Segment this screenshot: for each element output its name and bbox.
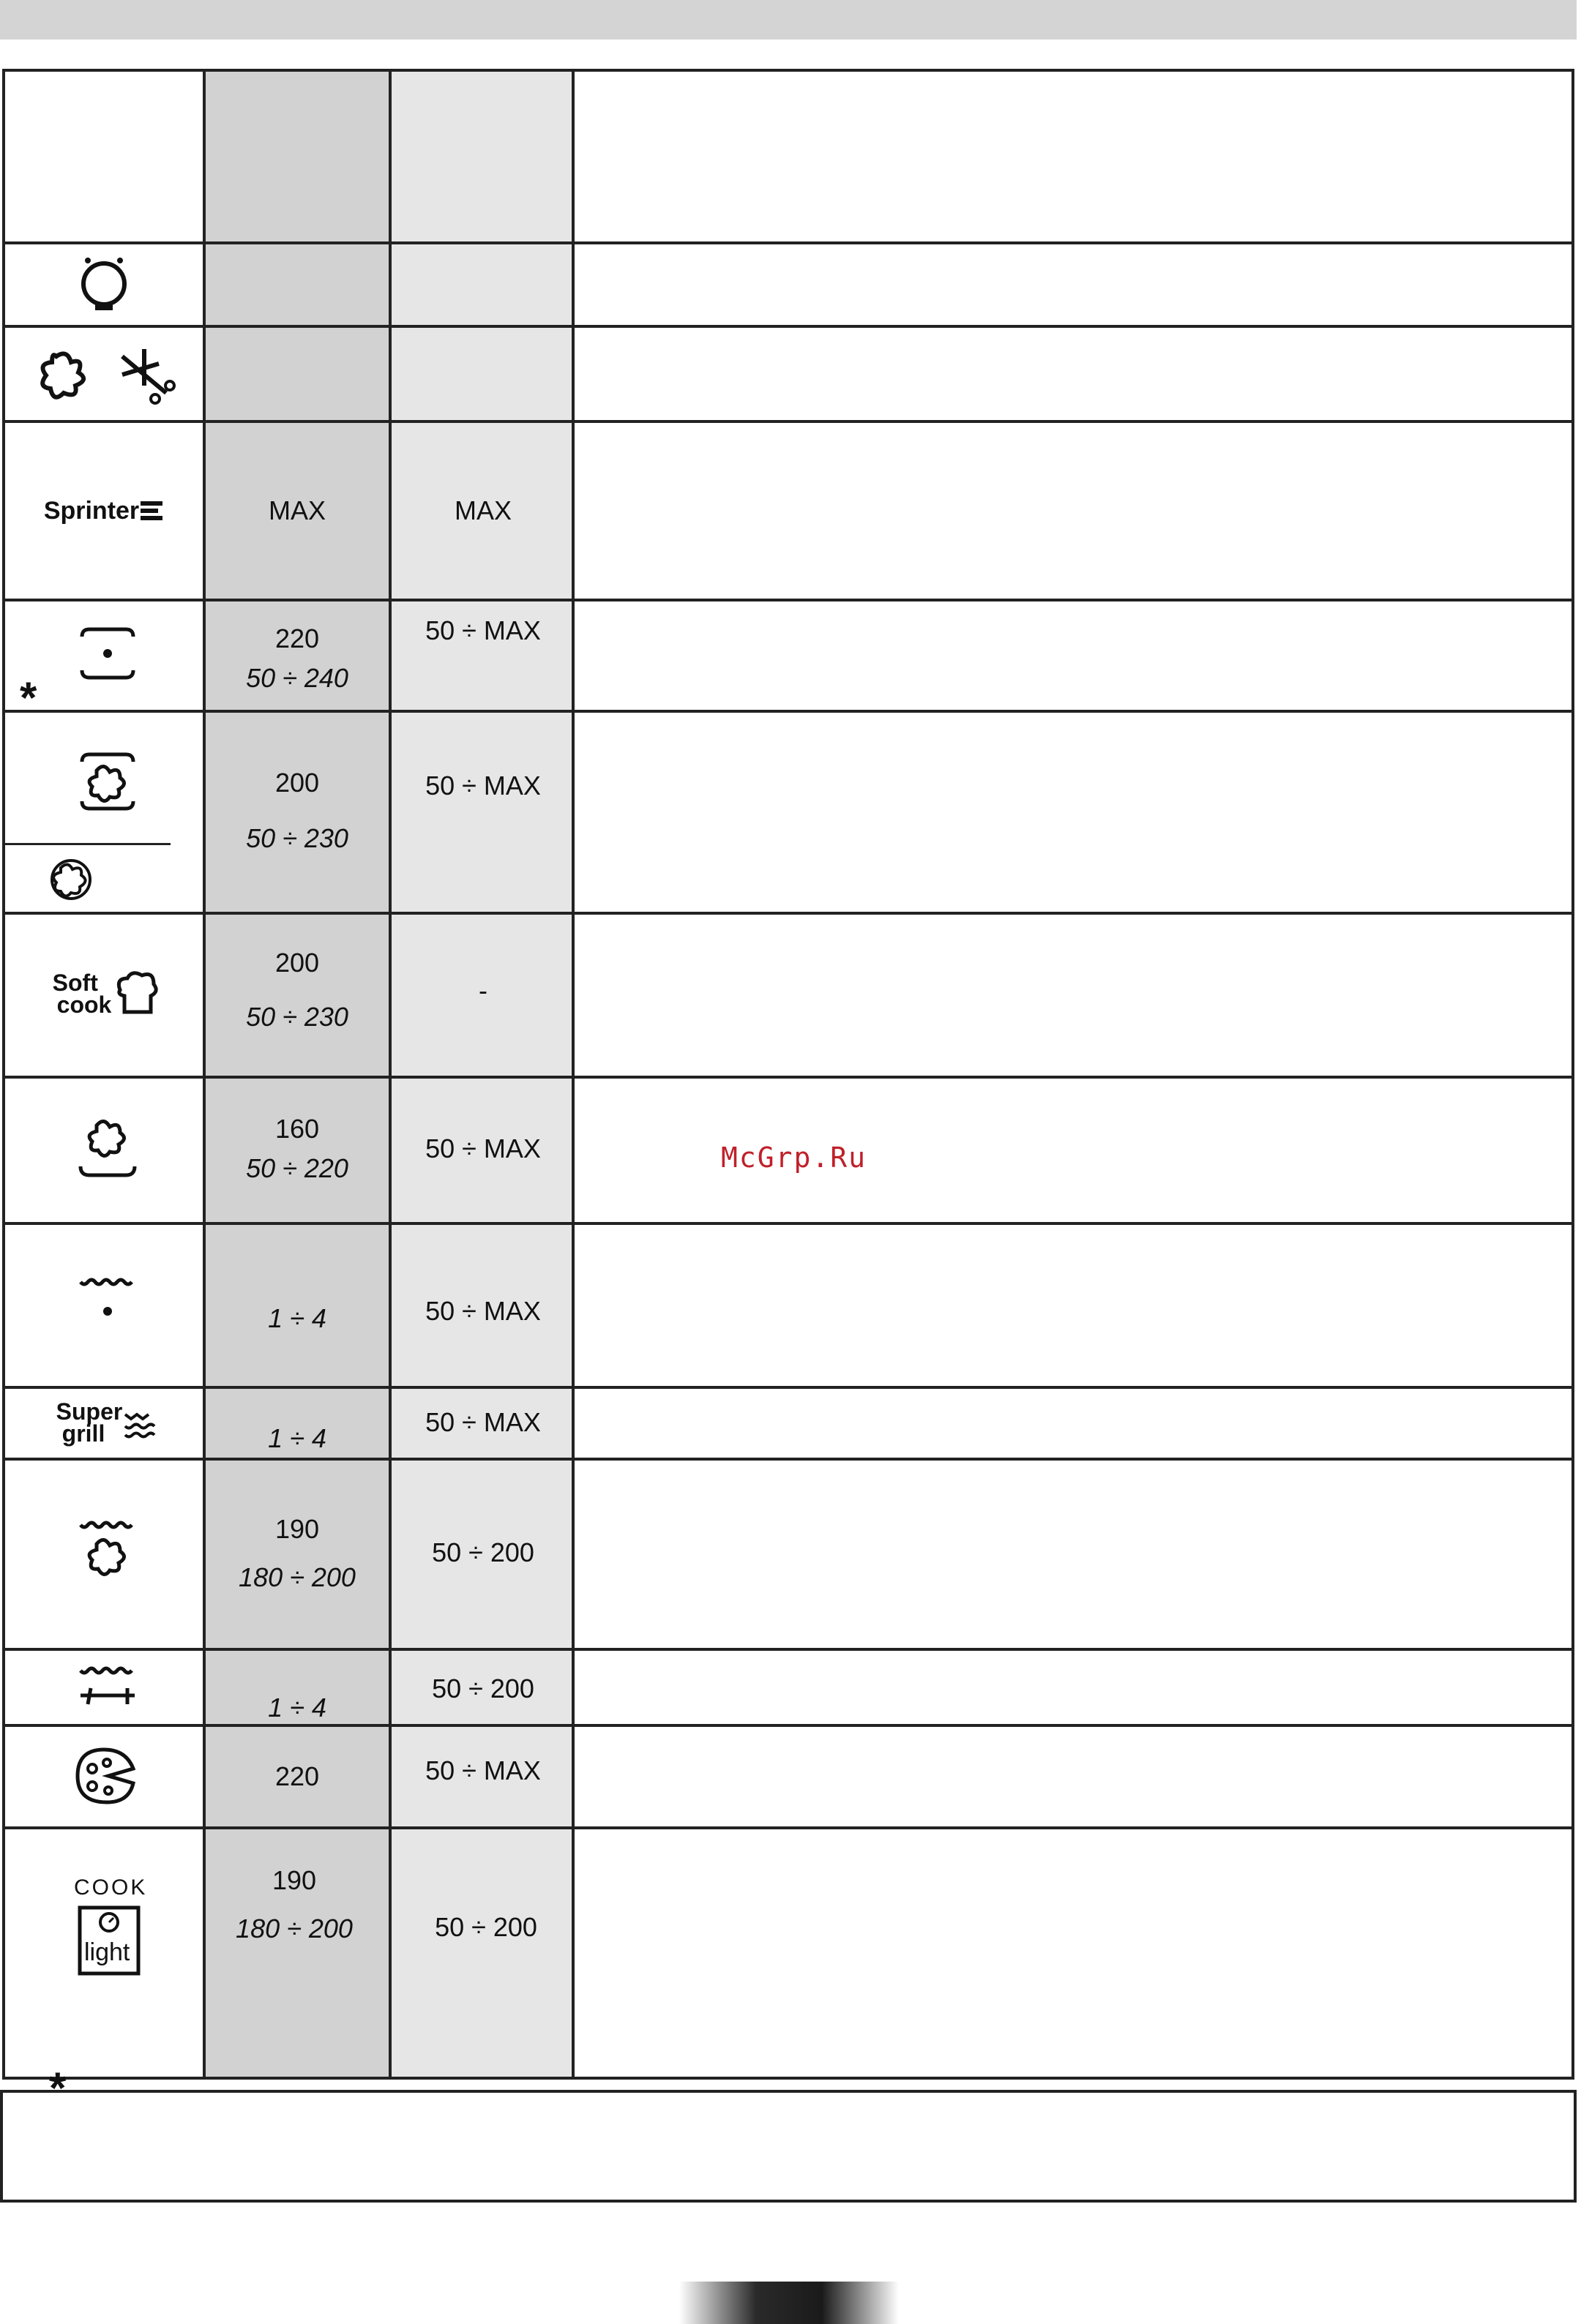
temp-range: 50 ÷ 230 — [246, 1002, 348, 1032]
row-divider — [5, 241, 1571, 244]
power-cell-pizza — [392, 1749, 575, 1793]
power-cell-rotisserie — [392, 1667, 575, 1711]
row-divider — [5, 1076, 1571, 1079]
temp-cell-fan-grill — [206, 1499, 389, 1608]
temp-range: 50 ÷ 240 — [246, 663, 348, 693]
temp-cell-pizza — [206, 1747, 389, 1806]
row-divider — [5, 1222, 1571, 1225]
oven-functions-table — [2, 69, 1574, 2113]
power-value: MAX — [454, 495, 512, 525]
static-oven-icon — [64, 606, 152, 701]
row-divider — [5, 1648, 1571, 1651]
power-value: - — [479, 975, 487, 1005]
temp-value: 220 — [274, 1761, 320, 1791]
row-divider — [5, 325, 1571, 328]
temp-value: 190 — [272, 1865, 317, 1895]
soft-cook-icon — [34, 921, 181, 1067]
watermark-text: McGrp.Ru — [721, 1142, 867, 1174]
row-divider — [5, 912, 1571, 915]
asterisk-mark: * — [49, 2064, 67, 2113]
pizza-icon — [64, 1728, 152, 1823]
temp-range: 50 ÷ 230 — [246, 823, 348, 853]
power-cell-cooklight — [395, 1905, 578, 1949]
temp-range: 180 ÷ 200 — [236, 1913, 353, 1943]
temp-cell-cooklight — [203, 1850, 386, 1960]
temp-cell-fan-bottom — [206, 1105, 389, 1193]
power-value: 50 ÷ 200 — [432, 1673, 534, 1703]
soft-label: Soft — [52, 970, 98, 996]
power-value: 50 ÷ MAX — [425, 615, 541, 645]
fan-grill-icon — [64, 1465, 152, 1641]
row-divider — [5, 599, 1571, 601]
temp-range: 1 ÷ 4 — [268, 1693, 326, 1723]
row-divider — [5, 1386, 1571, 1389]
fan-defrost-icon — [34, 331, 181, 419]
temp-cell-supergrill — [206, 1418, 389, 1459]
grill-icon — [64, 1229, 152, 1376]
super-grill-icon — [34, 1389, 181, 1456]
asterisk-mark: * — [20, 673, 37, 722]
temp-value: 200 — [274, 768, 320, 798]
temp-value: MAX — [268, 495, 326, 525]
temp-cell-static — [206, 615, 389, 702]
grill-label: grill — [61, 1420, 105, 1447]
power-value: 50 ÷ MAX — [425, 1133, 541, 1163]
cook-label: COOK — [74, 1875, 148, 1900]
temp-range: 1 ÷ 4 — [268, 1423, 326, 1453]
power-cell-softcook — [392, 969, 575, 1013]
header-bar — [0, 0, 1577, 40]
power-cell-fan-grill — [392, 1531, 575, 1575]
row-divider — [5, 710, 1571, 713]
sprinter-icon — [27, 423, 181, 599]
temp-range: 180 ÷ 200 — [239, 1562, 356, 1592]
footnote-box — [0, 2090, 1577, 2203]
cook-label: cook — [56, 992, 112, 1018]
temp-value: 190 — [274, 1514, 320, 1544]
page-number-tab — [679, 2282, 899, 2324]
power-value: 50 ÷ 200 — [435, 1912, 537, 1942]
row-divider — [5, 1826, 1571, 1829]
temp-cell-fan-forced — [206, 745, 389, 877]
power-value: 50 ÷ MAX — [425, 1296, 541, 1326]
fan-oven-icon — [64, 738, 152, 825]
lamp-icon — [64, 247, 144, 325]
power-cell-static — [392, 609, 575, 653]
temp-cell-rotisserie — [206, 1689, 389, 1727]
super-label: Super — [56, 1398, 123, 1425]
cook-light-icon — [49, 1843, 166, 2018]
power-value: 50 ÷ 200 — [432, 1537, 534, 1567]
power-value: 50 ÷ MAX — [425, 1407, 541, 1437]
temp-value: 200 — [274, 948, 320, 978]
power-value: 50 ÷ MAX — [425, 771, 541, 801]
power-cell-grill — [392, 1289, 575, 1333]
power-value: 50 ÷ MAX — [425, 1755, 541, 1785]
temp-cell-grill — [206, 1289, 389, 1348]
fan-bottom-icon — [64, 1083, 152, 1215]
power-cell-sprinter — [392, 423, 575, 599]
light-label: light — [84, 1938, 130, 1966]
temp-range: 50 ÷ 220 — [246, 1153, 348, 1183]
power-cell-supergrill — [392, 1401, 575, 1444]
sub-divider — [5, 843, 171, 845]
power-cell-fan-bottom — [392, 1127, 575, 1171]
temp-value: 220 — [274, 623, 320, 653]
temp-cell-sprinter — [206, 423, 389, 599]
sprinter-label: Sprinter — [43, 496, 140, 525]
power-cell-fan-forced — [392, 764, 575, 808]
temp-cell-softcook — [206, 935, 389, 1045]
temp-value: 160 — [274, 1114, 320, 1144]
fan-small-icon — [42, 850, 100, 909]
rotisserie-icon — [64, 1652, 152, 1723]
temp-range: 1 ÷ 4 — [268, 1303, 326, 1333]
